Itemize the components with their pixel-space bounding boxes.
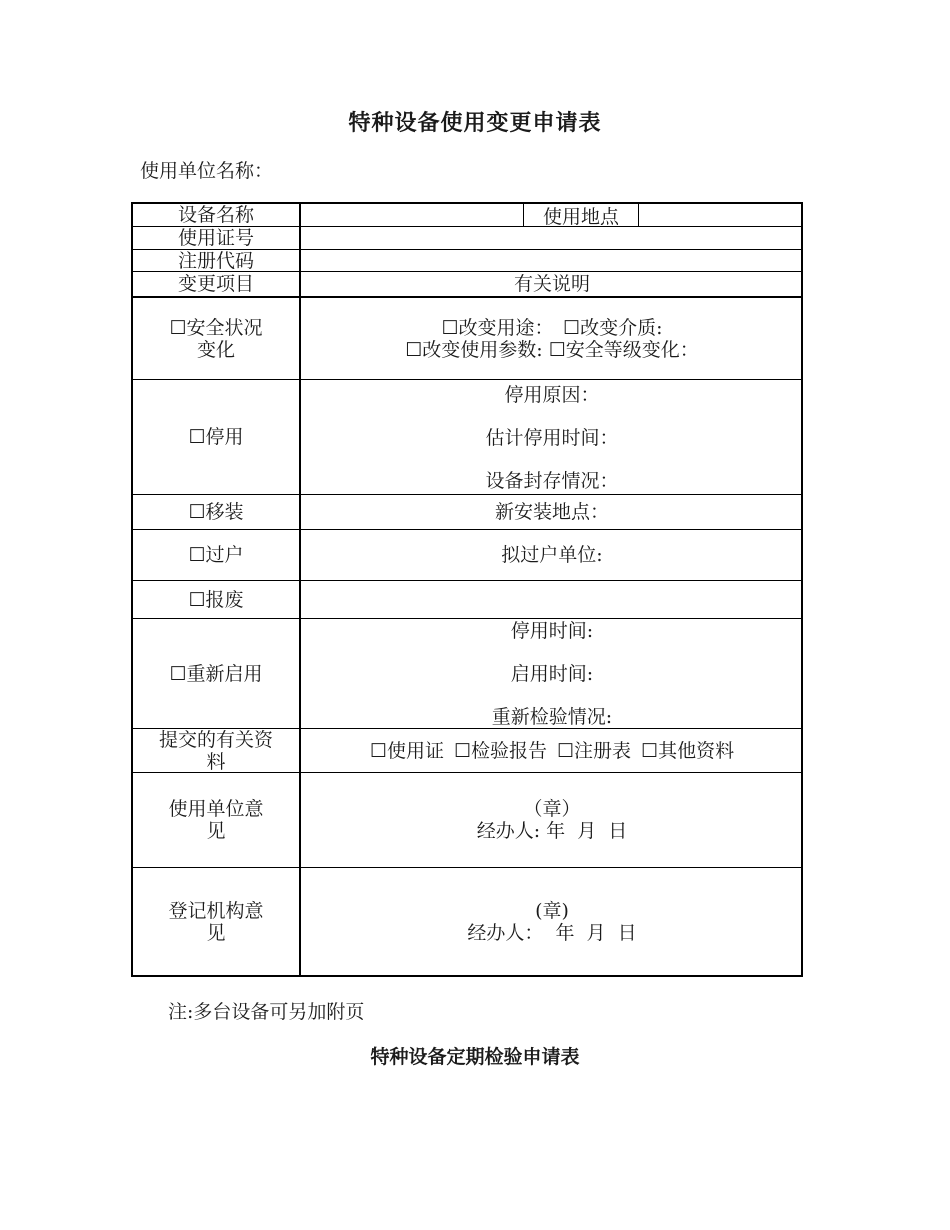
doc-inspection-report-checkbox[interactable]: ☐检验报告 bbox=[453, 739, 547, 762]
user-opinion-seal: （章） bbox=[523, 798, 581, 820]
change-item-header: 变更项目 bbox=[177, 273, 254, 295]
stop-time-label: 停用时间: bbox=[510, 620, 594, 642]
description-header: 有关说明 bbox=[513, 273, 590, 295]
registry-opinion-handler-date: 经办人： 年 月 日 bbox=[467, 921, 637, 944]
submitted-docs-label-line1: 提交的有关资 bbox=[158, 728, 273, 751]
registry-opinion-label-line1: 登记机构意 bbox=[168, 899, 264, 922]
registry-opinion-field[interactable] bbox=[301, 868, 803, 975]
user-opinion-handler-date: 经办人: 年 月 日 bbox=[476, 820, 628, 842]
cert-no-field[interactable] bbox=[301, 227, 803, 249]
suspend-details bbox=[301, 380, 803, 494]
user-unit-name-label: 使用单位名称： bbox=[140, 160, 274, 182]
suspend-option[interactable]: ☐停用 bbox=[188, 426, 244, 448]
restart-details bbox=[301, 619, 803, 728]
relocate-option[interactable]: ☐移装 bbox=[188, 501, 244, 523]
safety-change-label-line1: ☐安全状况 bbox=[169, 316, 263, 339]
user-opinion-label bbox=[133, 773, 299, 867]
equipment-seal-status-label: 设备封存情况： bbox=[485, 470, 619, 492]
change-use-medium-options[interactable]: ☐改变用途： ☐改变介质: bbox=[441, 316, 663, 339]
scrap-option[interactable]: ☐报废 bbox=[188, 588, 244, 611]
scrap-details-field[interactable] bbox=[301, 581, 803, 618]
safety-change-label-line2: 变化 bbox=[196, 338, 235, 361]
next-form-title: 特种设备定期检验申请表 bbox=[370, 1046, 580, 1068]
doc-other-materials-checkbox[interactable]: ☐其他资料 bbox=[641, 739, 735, 762]
estimated-suspend-time-label: 估计停用时间： bbox=[485, 427, 619, 449]
doc-use-certificate-checkbox[interactable]: ☐使用证 bbox=[369, 739, 444, 762]
reinspection-status-label: 重新检验情况: bbox=[491, 706, 613, 728]
doc-registration-form-checkbox[interactable]: ☐注册表 bbox=[557, 739, 632, 762]
new-owner-unit-label: 拟过户单位: bbox=[501, 544, 603, 566]
submitted-docs-label-line2: 料 bbox=[206, 750, 226, 773]
submitted-docs-options bbox=[301, 729, 803, 772]
safety-change-option[interactable] bbox=[133, 298, 299, 379]
form-title: 特种设备使用变更申请表 bbox=[348, 110, 602, 136]
user-opinion-field[interactable] bbox=[301, 773, 803, 867]
transfer-option[interactable]: ☐过户 bbox=[188, 544, 244, 566]
use-place-label: 使用地点 bbox=[523, 204, 639, 226]
registry-opinion-seal: (章) bbox=[535, 899, 569, 922]
restart-option[interactable]: ☐重新启用 bbox=[169, 662, 263, 685]
user-opinion-label-line2: 见 bbox=[206, 820, 226, 842]
new-install-place-label: 新安装地点： bbox=[494, 501, 609, 523]
reg-code-label: 注册代码 bbox=[177, 249, 254, 272]
safety-change-details bbox=[301, 298, 803, 379]
device-name-label: 设备名称 bbox=[177, 204, 254, 226]
registry-opinion-label bbox=[133, 868, 299, 975]
start-time-label: 启用时间: bbox=[510, 663, 594, 685]
change-params-safety-grade-options[interactable]: ☐改变使用参数: ☐安全等级变化： bbox=[405, 338, 699, 361]
user-opinion-label-line1: 使用单位意 bbox=[168, 798, 264, 820]
change-application-table bbox=[131, 202, 803, 977]
cert-no-label: 使用证号 bbox=[177, 227, 254, 249]
submitted-docs-label bbox=[133, 729, 299, 772]
reg-code-field[interactable] bbox=[301, 250, 803, 271]
suspend-reason-label: 停用原因： bbox=[504, 384, 600, 406]
registry-opinion-label-line2: 见 bbox=[206, 921, 226, 944]
footnote: 注:多台设备可另加附页 bbox=[168, 1001, 365, 1023]
